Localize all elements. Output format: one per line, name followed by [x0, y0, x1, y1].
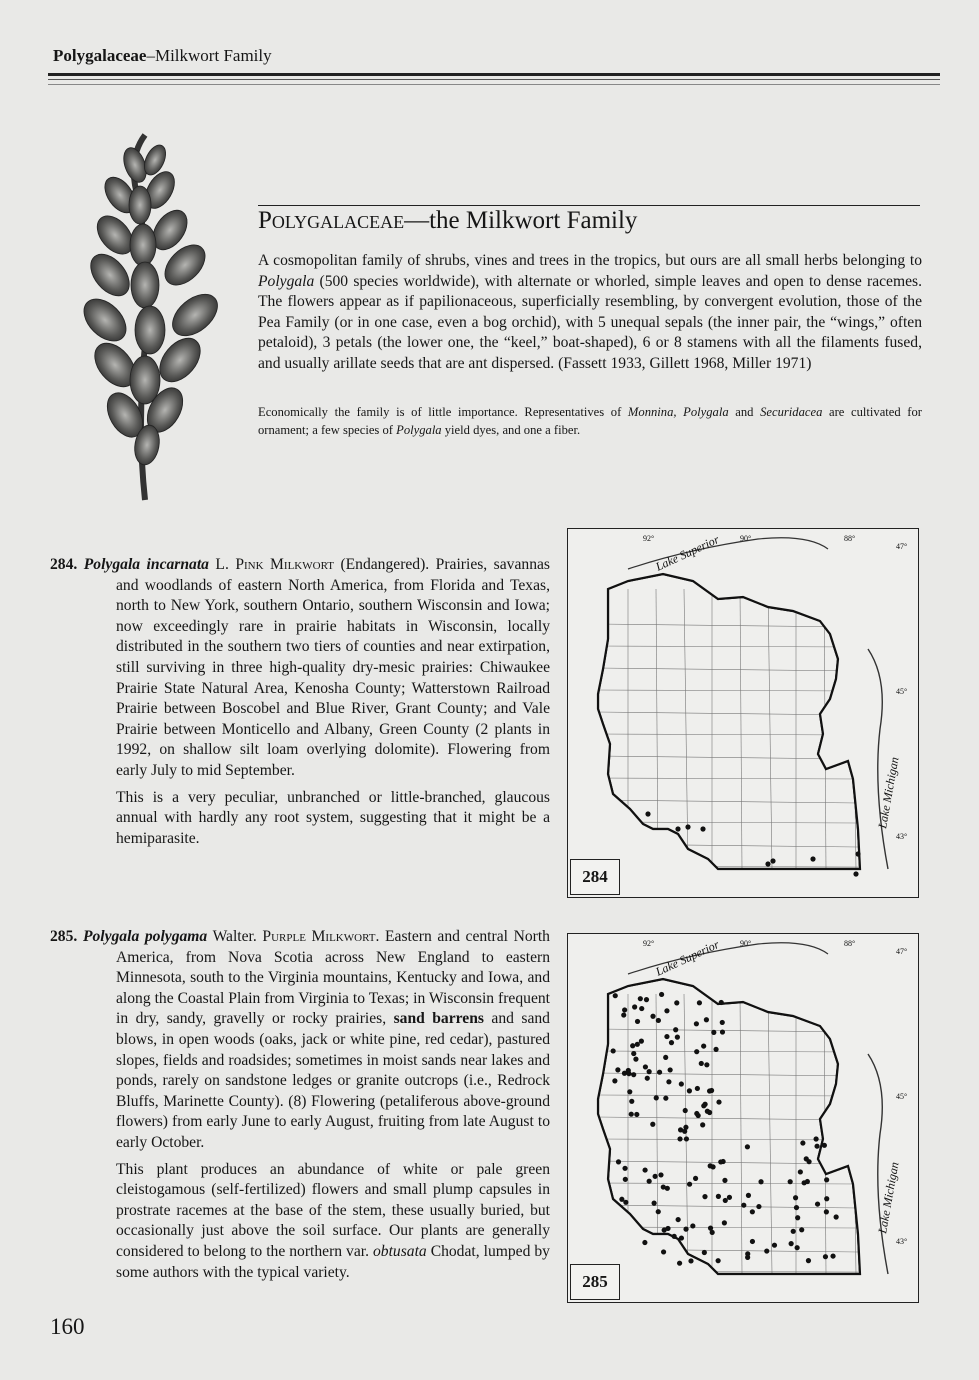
occurrence-dot: [653, 1174, 658, 1179]
occurrence-dot: [665, 1226, 670, 1231]
occurrence-dot: [613, 993, 618, 998]
species-number: 285.: [50, 928, 78, 945]
occurrence-dot: [806, 1159, 811, 1164]
species-entry-285: [50, 927, 550, 1283]
occurrence-dot: [663, 1055, 668, 1060]
occurrence-dot: [770, 858, 775, 863]
occurrence-dot: [635, 1042, 640, 1047]
species-description: [50, 555, 550, 782]
occurrence-dot: [702, 1194, 707, 1199]
occurrence-dot: [814, 1144, 819, 1149]
lake-michigan-label: Lake Michigan: [875, 1160, 902, 1235]
occurrence-dot: [645, 811, 650, 816]
occurrence-dot: [710, 1230, 715, 1235]
econ-genus: Securidacea: [760, 405, 823, 419]
occurrence-dot: [824, 1177, 829, 1182]
occurrence-dot: [672, 1234, 677, 1239]
occurrence-dot: [664, 1008, 669, 1013]
occurrence-dot: [650, 1014, 655, 1019]
occurrence-dot: [677, 1261, 682, 1266]
header-family-name: Polygalaceae: [53, 46, 147, 65]
occurrence-dot: [661, 1249, 666, 1254]
map-number: 285: [570, 1264, 620, 1300]
occurrence-dot: [638, 996, 643, 1001]
header-family-rest: –Milkwort Family: [146, 46, 272, 65]
occurrence-dot: [634, 1112, 639, 1117]
milkwort-plant-illustration: [75, 125, 245, 505]
longitude-label: 88°: [844, 939, 856, 948]
occurrence-dot: [664, 1034, 669, 1039]
occurrence-dot: [788, 1179, 793, 1184]
occurrence-dot: [800, 1140, 805, 1145]
occurrence-dot: [822, 1143, 827, 1148]
occurrence-dot: [765, 861, 770, 866]
occurrence-dot: [621, 1012, 626, 1017]
occurrence-dot: [684, 1136, 689, 1141]
latitude-label: 45°: [896, 687, 908, 696]
occurrence-dot: [656, 1209, 661, 1214]
lake-michigan-label: Lake Michigan: [875, 755, 902, 830]
occurrence-dot: [632, 1004, 637, 1009]
occurrence-dot: [635, 1019, 640, 1024]
occurrence-dot: [815, 1201, 820, 1206]
occurrence-dot: [679, 1081, 684, 1086]
occurrence-dot: [677, 1136, 682, 1141]
occurrence-dot: [642, 1167, 647, 1172]
running-header: [53, 46, 272, 66]
occurrence-dot: [687, 1182, 692, 1187]
occurrence-dot: [659, 992, 664, 997]
occurrence-dot: [708, 1163, 713, 1168]
note-variety: obtusata: [372, 1242, 427, 1260]
occurrence-dot: [855, 851, 860, 856]
occurrence-dot: [668, 1067, 673, 1072]
econ-genus: Monnina, Polygala: [627, 405, 729, 419]
occurrence-dot: [711, 1030, 716, 1035]
econ-text: yield dyes, and one a fiber.: [441, 423, 581, 437]
occurrence-dot: [799, 1227, 804, 1232]
occurrence-dot: [639, 1006, 644, 1011]
occurrence-dot: [683, 1125, 688, 1130]
occurrence-dot: [707, 1088, 712, 1093]
occurrence-dot: [713, 1047, 718, 1052]
occurrence-dot: [675, 826, 680, 831]
occurrence-dot: [694, 1021, 699, 1026]
occurrence-dot: [685, 824, 690, 829]
occurrence-dot: [716, 1099, 721, 1104]
occurrence-dot: [750, 1239, 755, 1244]
occurrence-dot: [722, 1220, 727, 1225]
occurrence-dot: [631, 1072, 636, 1077]
occurrence-dot: [834, 1214, 839, 1219]
occurrence-dot: [673, 1027, 678, 1032]
occurrence-dot: [727, 1195, 732, 1200]
occurrence-dot: [719, 1000, 724, 1005]
family-title-rest: —the Milkwort Family: [404, 207, 638, 234]
occurrence-dot: [683, 1108, 688, 1113]
occurrence-dot: [716, 1194, 721, 1199]
species-name: Polygala polygama: [82, 928, 208, 945]
occurrence-dot: [626, 1068, 631, 1073]
occurrence-dot: [745, 1144, 750, 1149]
family-title-rule: [258, 205, 920, 206]
occurrence-dot: [679, 1235, 684, 1240]
lake-superior-label: Lake Superior: [653, 532, 722, 574]
species-name: Polygala incarnata: [83, 556, 209, 573]
occurrence-dot: [853, 871, 858, 876]
family-desc-part: A cosmopolitan family of shrubs, vines and trees in the tropics, but ours are all small herbs belonging to: [258, 252, 922, 269]
latitude-label: 45°: [896, 1092, 908, 1101]
occurrence-dot: [824, 1209, 829, 1214]
family-title-name: Polygalaceae: [258, 207, 405, 234]
latitude-label: 47°: [896, 947, 908, 956]
occurrence-dot: [701, 1043, 706, 1048]
econ-text: are cultivated for ornament; a few species of: [258, 405, 922, 437]
occurrence-dot: [789, 1241, 794, 1246]
occurrence-dot: [687, 1088, 692, 1093]
occurrence-dot: [693, 1176, 698, 1181]
occurrence-dot: [630, 1043, 635, 1048]
occurrence-dot: [615, 1067, 620, 1072]
occurrence-dot: [629, 1099, 634, 1104]
occurrence-dot: [695, 1086, 700, 1091]
species-text-bold: sand barrens: [393, 1010, 484, 1028]
occurrence-dot: [741, 1203, 746, 1208]
occurrence-dot: [824, 1196, 829, 1201]
occurrence-dot: [622, 1007, 627, 1012]
occurrence-dot: [764, 1248, 769, 1253]
occurrence-dot: [658, 1172, 663, 1177]
occurrence-dot: [612, 1078, 617, 1083]
species-description: [50, 927, 550, 1154]
wisconsin-map: [568, 529, 918, 897]
occurrence-dot: [722, 1178, 727, 1183]
occurrence-dot: [631, 1051, 636, 1056]
species-author: L.: [208, 556, 236, 573]
occurrence-dot: [643, 1064, 648, 1069]
lake-superior-label: Lake Superior: [653, 937, 722, 979]
header-rule-thin: [48, 79, 940, 80]
longitude-label: 90°: [740, 534, 752, 543]
occurrence-dot: [639, 1039, 644, 1044]
occurrence-dot: [688, 1258, 693, 1263]
econ-text: Economically the family is of little importance. Representatives of: [258, 405, 628, 419]
distribution-map-284: [567, 528, 919, 898]
occurrence-dot: [696, 1113, 701, 1118]
distribution-map-285: [567, 933, 919, 1303]
species-note: [50, 1160, 550, 1284]
occurrence-dot: [702, 1250, 707, 1255]
occurrence-dot: [627, 1089, 632, 1094]
occurrence-dot: [746, 1193, 751, 1198]
species-note: This is a very peculiar, unbranched or little-branched, glaucous annual with hardly any root system, suggesting that it might be a hemiparasite.: [116, 788, 550, 847]
occurrence-dot: [669, 1040, 674, 1045]
occurrence-dot: [644, 997, 649, 1002]
occurrence-dot: [647, 1179, 652, 1184]
occurrence-dot: [704, 1062, 709, 1067]
family-economic-note: [258, 403, 922, 439]
longitude-label: 92°: [643, 534, 655, 543]
occurrence-dot: [699, 1061, 704, 1066]
occurrence-dot: [795, 1245, 800, 1250]
occurrence-dot: [663, 1096, 668, 1101]
family-desc-genus: Polygala: [258, 272, 315, 290]
occurrence-dot: [793, 1195, 798, 1200]
family-title: [258, 207, 637, 235]
occurrence-dot: [623, 1200, 628, 1205]
occurrence-dot: [810, 856, 815, 861]
econ-genus: Polygala: [396, 423, 442, 437]
occurrence-dot: [661, 1184, 666, 1189]
occurrence-dot: [678, 1127, 683, 1132]
occurrence-dot: [830, 1253, 835, 1258]
occurrence-dot: [823, 1254, 828, 1259]
latitude-label: 43°: [896, 1237, 908, 1246]
species-text: and sand blows, in open woods (oaks, jack or white pine, red cedar), pastured slopes, fields and roadsides; sometimes in moist sands near lakes and ponds, rarely on sandstone ledges or granite outcrops (i.e., Redrock Bluffs, Marinette County). (8) Flowering (petaliferous above-ground flowers) from early June to early August, fruiting from late August to early October.: [116, 1010, 550, 1151]
occurrence-dot: [772, 1243, 777, 1248]
wisconsin-map: [568, 934, 918, 1302]
species-author: Walter.: [207, 928, 263, 945]
occurrence-dot: [697, 1000, 702, 1005]
occurrence-dot: [645, 1076, 650, 1081]
species-common-name: Purple Milkwort.: [262, 928, 380, 945]
latitude-label: 43°: [896, 832, 908, 841]
occurrence-dot: [683, 1227, 688, 1232]
occurrence-dot: [794, 1205, 799, 1210]
occurrence-dot: [656, 1018, 661, 1023]
occurrence-dot: [750, 1209, 755, 1214]
occurrence-dot: [654, 1095, 659, 1100]
occurrence-dot: [675, 1035, 680, 1040]
occurrence-dot: [805, 1179, 810, 1184]
occurrence-dot: [745, 1251, 750, 1256]
occurrence-dot: [716, 1258, 721, 1263]
occurrence-dot: [705, 1109, 710, 1114]
occurrence-dot: [700, 1122, 705, 1127]
occurrence-dot: [703, 1102, 708, 1107]
longitude-label: 92°: [643, 939, 655, 948]
occurrence-dot: [720, 1020, 725, 1025]
occurrence-dot: [814, 1136, 819, 1141]
species-common-name: Pink Milkwort: [235, 556, 334, 573]
occurrence-dot: [690, 1223, 695, 1228]
occurrence-dot: [791, 1229, 796, 1234]
occurrence-dot: [642, 1240, 647, 1245]
longitude-label: 90°: [740, 939, 752, 948]
occurrence-dot: [676, 1217, 681, 1222]
occurrence-dot: [700, 826, 705, 831]
occurrence-dot: [622, 1166, 627, 1171]
occurrence-dot: [652, 1201, 657, 1206]
occurrence-dot: [806, 1258, 811, 1263]
map-number: 284: [570, 859, 620, 895]
occurrence-dot: [756, 1204, 761, 1209]
occurrence-dot: [647, 1069, 652, 1074]
family-description: [258, 251, 922, 375]
occurrence-dot: [723, 1198, 728, 1203]
occurrence-dot: [758, 1179, 763, 1184]
note-text: Chodat, lumped by some authors with the typical variety.: [116, 1242, 550, 1281]
header-rule-thin-2: [48, 84, 940, 85]
occurrence-dot: [611, 1048, 616, 1053]
occurrence-dot: [704, 1017, 709, 1022]
occurrence-dot: [657, 1070, 662, 1075]
econ-text: and: [728, 405, 761, 419]
occurrence-dot: [666, 1079, 671, 1084]
latitude-label: 47°: [896, 542, 908, 551]
occurrence-dot: [633, 1057, 638, 1062]
occurrence-dot: [629, 1112, 634, 1117]
occurrence-dot: [616, 1159, 621, 1164]
occurrence-dot: [795, 1215, 800, 1220]
header-rule: [48, 73, 940, 76]
species-number: 284.: [50, 556, 78, 573]
family-desc-part: (500 species worldwide), with alternate or whorled, simple leaves and open to dense racemes. The flowers appear as if papilionaceous, superficially resembling, by convergent evolution, those of the Pea Family (or in one case, even a bog orchid), with 5 unequal sepals (the inner pair, the “wings,” often petaloid), 3 petals (the lower one, the “keel,” boat-shaped), 6 or 8 stamens with all the filaments fused, and usually arillate seeds that are ant dispersed. (Fassett 1933, Gillett 1968, Miller 1971): [258, 272, 922, 372]
species-text: (Endangered). Prairies, savannas and woodlands of eastern North America, from Florida and Texas, north to New York, southern Ontario, southern Wisconsin and Iowa; now exceedingly rare in prairie habitats in Wisconsin, locally distributed in the southern two tiers of counties and near extirpation, still surviving in three high-quality dry-mesic prairies: Chiwaukee Prairie State Natural Area, Kenosha County; Watterstown Railroad Prairie between Boscobel and Blue River, Grant County; and Vale Prairie between Monticello and Albany, Green County (2 plants in 1992, on shallow silt loam overlying dolomite). Flowering from early July to mid September.: [116, 556, 550, 779]
occurrence-dot: [674, 1000, 679, 1005]
species-entry-284: [50, 555, 550, 849]
longitude-label: 88°: [844, 534, 856, 543]
species-text: Eastern and central North America, from Nova Scotia across New England to eastern Minnesota, south to the Virginia mountains, Kentucky and Iowa, and along the Coastal Plain from Virginia to Texas; in Wisconsin frequent in dry, sandy, gravelly or rocky prairies,: [116, 928, 550, 1028]
occurrence-dot: [718, 1159, 723, 1164]
occurrence-dot: [694, 1049, 699, 1054]
occurrence-dot: [623, 1177, 628, 1182]
occurrence-dot: [798, 1169, 803, 1174]
page-number: 160: [50, 1314, 85, 1339]
note-text: This plant produces an abundance of white or pale green cleistogamous (self-fertilized) flowers and small plump capsules in prostrate racemes at the base of the stem, these usually buried, but occasionally just above the soil surface. Our plants are generally considered to belong to the northern var.: [116, 1160, 550, 1260]
occurrence-dot: [650, 1122, 655, 1127]
occurrence-dot: [720, 1029, 725, 1034]
